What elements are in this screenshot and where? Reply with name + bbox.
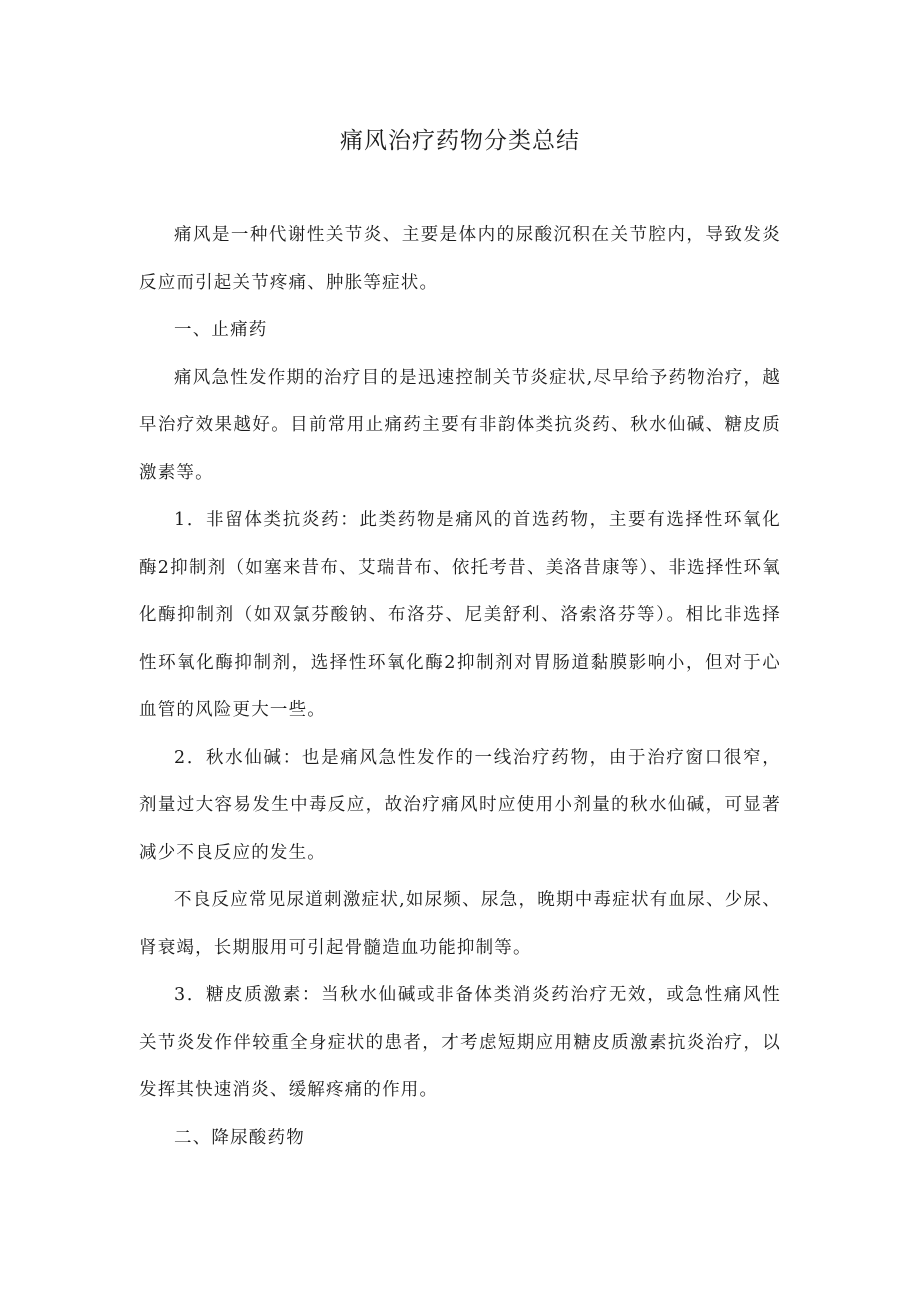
side-effects-paragraph: 不良反应常见尿道刺激症状,如尿频、尿急，晚期中毒症状有血尿、少尿、肾衰竭，长期服用可引起骨髓造血功能抑制等。	[139, 890, 781, 958]
painkillers-overview-paragraph: 痛风急性发作期的治疗目的是迅速控制关节炎症状,尽早给予药物治疗，越早治疗效果越好。目前常用止痛药主要有非韵体类抗炎药、秋水仙碱、糖皮质激素等。	[139, 367, 781, 483]
section-heading-painkillers: 一、止痛药	[174, 320, 268, 340]
document-title: 痛风治疗药物分类总结	[340, 128, 580, 154]
intro-paragraph: 痛风是一种代谢性关节炎、主要是体内的尿酸沉积在关节腔内，导致发炎反应而引起关节疼痛、肿胀等症状。	[139, 225, 781, 293]
glucocorticoids-paragraph: 3．糖皮质激素：当秋水仙碱或非备体类消炎药治疗无效，或急性痛风性关节炎发作伴较重全身症状的患者，才考虑短期应用糖皮质激素抗炎治疗，以发挥其快速消炎、缓解疼痛的作用。	[139, 985, 781, 1100]
nsaids-paragraph: 1．非留体类抗炎药：此类药物是痛风的首选药物，主要有选择性环氧化酶2抑制剂（如塞来昔布、艾瑞昔布、依托考昔、美洛昔康等）、非选择性环氧化酶抑制剂（如双氯芬酸钠、布洛芬、尼美舒利、洛索洛芬等）。相比非选择性环氧化酶抑制剂，选择性环氧化酶2抑制剂对胃肠道黏膜影响小，但对于心血管的风险更大一些。	[139, 510, 781, 720]
section-heading-uric-acid-lowering: 二、降尿酸药物	[174, 1127, 305, 1148]
colchicine-paragraph: 2．秋水仙碱：也是痛风急性发作的一线治疗药物，由于治疗窗口很窄，剂量过大容易发生中毒反应，故治疗痛风时应使用小剂量的秋水仙碱，可显著减少不良反应的发生。	[139, 747, 781, 863]
document-body	[139, 212, 781, 1162]
